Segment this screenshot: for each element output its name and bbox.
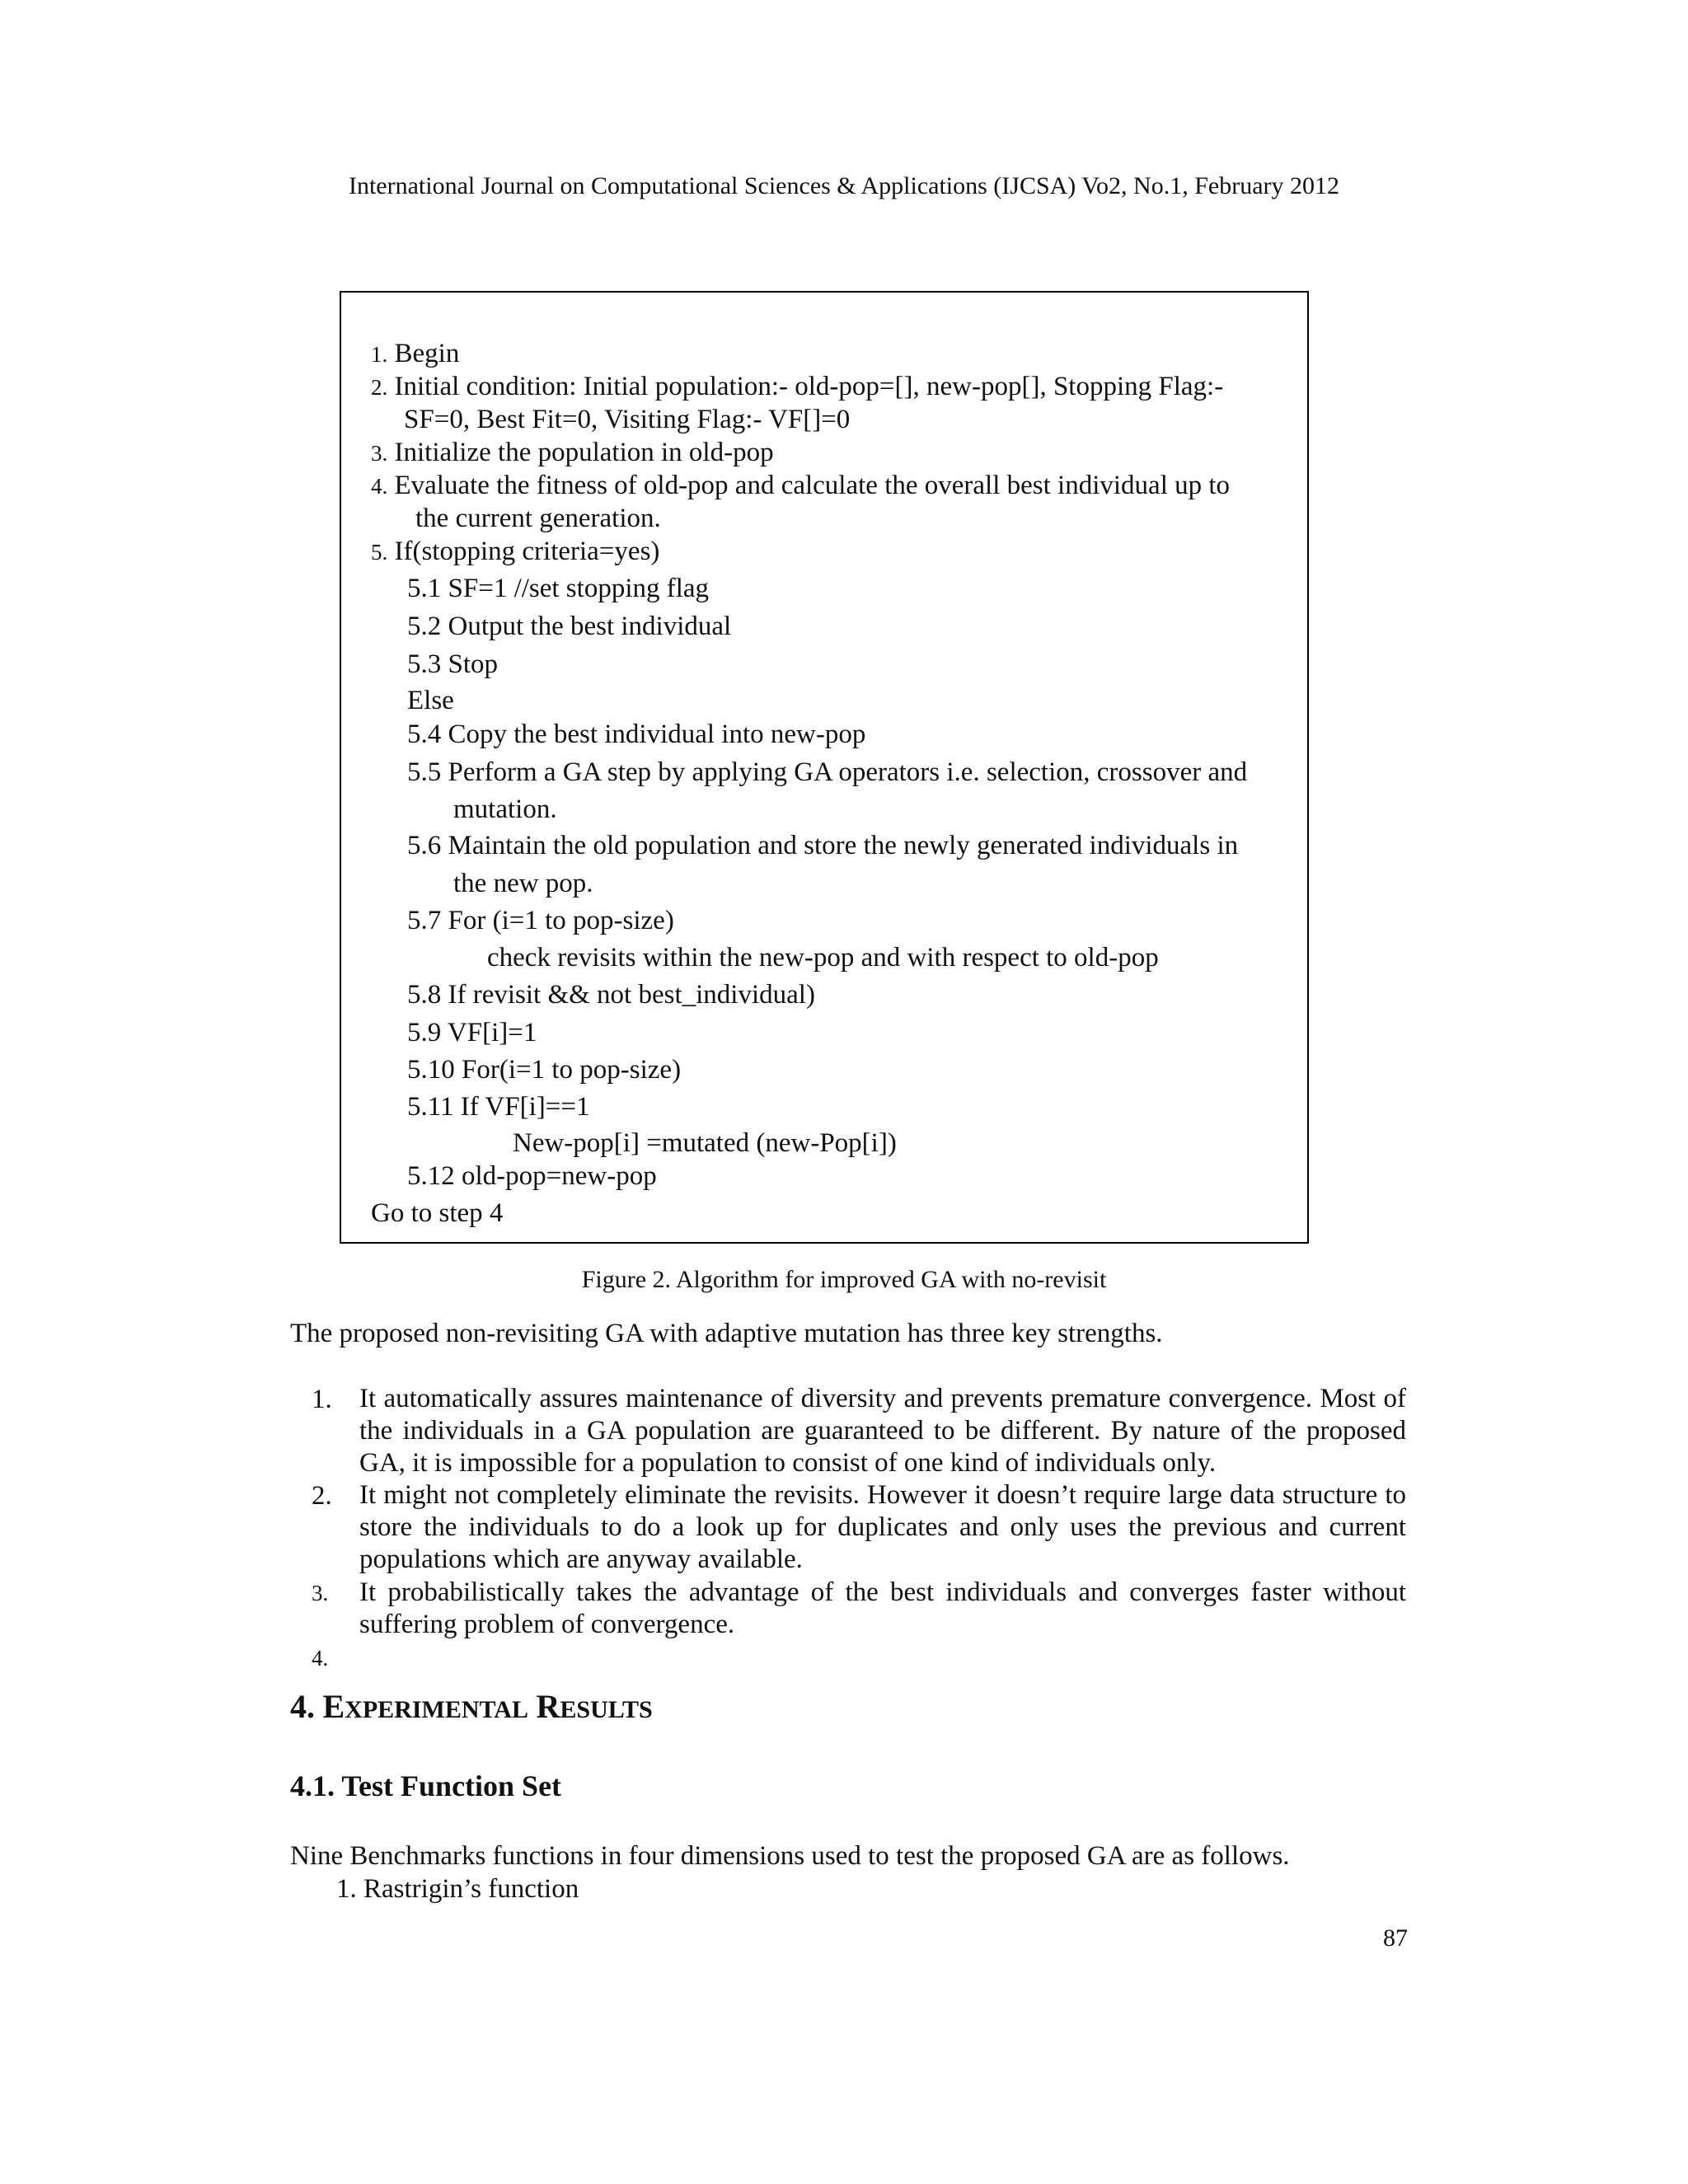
algo-line-2: 2. Initial condition: Initial population:- old-pop=[], new-pop[], Stopping Flag:- [371, 372, 1224, 401]
algo-line-5: 5. If(stopping criteria=yes) [371, 537, 660, 566]
algo-step-5-9: 5.9 VF[i]=1 [407, 1018, 537, 1047]
algo-line-4-cont: the current generation. [415, 504, 661, 533]
algo-line-1: 1. Begin [371, 339, 460, 368]
strength-number-2: 2. [312, 1481, 332, 1511]
algo-step-5-11: 5.11 If VF[i]==1 [407, 1092, 590, 1122]
algo-step-5-5: 5.5 Perform a GA step by applying GA operators i.e. selection, crossover and [407, 757, 1248, 787]
algo-step-5-5-cont: mutation. [453, 794, 557, 824]
algo-step-5-11-body: New-pop[i] =mutated (new-Pop[i]) [513, 1128, 897, 1158]
algo-step-5-6: 5.6 Maintain the old population and store the newly generated individuals in [407, 831, 1239, 860]
algo-step-5-7: 5.7 For (i=1 to pop-size) [407, 906, 674, 935]
strength-number-3: 3. [312, 1581, 329, 1605]
intro-paragraph: The proposed non-revisiting GA with adaptive mutation has three key strengths. [290, 1319, 1163, 1348]
algo-goto: Go to step 4 [371, 1198, 504, 1228]
algo-line-2-cont: SF=0, Best Fit=0, Visiting Flag:- VF[]=0 [404, 405, 851, 434]
algo-step-5-2: 5.2 Output the best individual [407, 612, 732, 641]
running-header: International Journal on Computational Sciences & Applications (IJCSA) Vo2, No.1, February 2012 [348, 172, 1340, 199]
algo-step-5-6-cont: the new pop. [453, 869, 593, 898]
algo-step-5-4: 5.4 Copy the best individual into new-pop [407, 719, 866, 749]
figure-caption: Figure 2. Algorithm for improved GA with no-revisit [581, 1266, 1107, 1293]
algo-else: Else [407, 686, 454, 715]
strength-text-2: It might not completely eliminate the revisits. However it doesn’t require large data structure to store the individuals to do a look up for duplicates and only uses the previous and current populations which are anyway available. [359, 1480, 1406, 1574]
subsection-heading: 4.1. Test Function Set [290, 1769, 562, 1802]
algo-step-5-1: 5.1 SF=1 //set stopping flag [407, 574, 710, 603]
algo-step-5-12: 5.12 old-pop=new-pop [407, 1161, 657, 1191]
section-heading: 4. EXPERIMENTAL RESULTS [290, 1688, 653, 1725]
benchmarks-paragraph: Nine Benchmarks functions in four dimensions used to test the proposed GA are as follows. [290, 1841, 1290, 1871]
algo-step-5-7-body: check revisits within the new-pop and with respect to old-pop [487, 943, 1159, 972]
algo-step-5-8: 5.8 If revisit && not best_individual) [407, 980, 815, 1010]
strength-text-1: It automatically assures maintenance of diversity and prevents premature convergence. Most of the individuals in a GA population are guaranteed to be different. By nature of the proposed GA, it is impossible for a population to consist of one kind of individuals only. [359, 1384, 1406, 1478]
strength-number-4: 4. [312, 1646, 329, 1671]
benchmark-item-1: 1. Rastrigin’s function [336, 1874, 579, 1904]
page-number: 87 [1383, 1924, 1408, 1952]
strength-text-3: It probabilistically takes the advantage of the best individuals and converges faster without suffering problem of convergence. [359, 1577, 1406, 1639]
strength-number-1: 1. [312, 1385, 332, 1414]
algo-line-4: 4. Evaluate the fitness of old-pop and calculate the overall best individual up to [371, 471, 1231, 500]
algo-step-5-10: 5.10 For(i=1 to pop-size) [407, 1055, 682, 1085]
algorithm-box [340, 291, 1309, 1244]
algo-step-5-3: 5.3 Stop [407, 649, 499, 679]
algo-line-3: 3. Initialize the population in old-pop [371, 438, 774, 467]
